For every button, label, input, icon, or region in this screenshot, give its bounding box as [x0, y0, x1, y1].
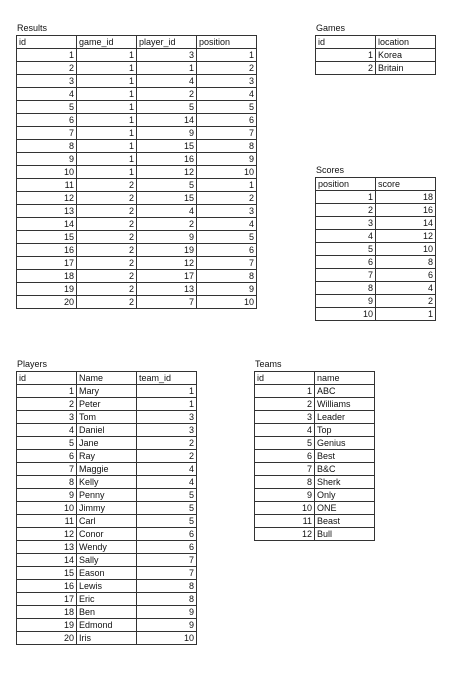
- results-cell: 5: [137, 179, 197, 192]
- teams-cell: 1: [255, 385, 315, 398]
- results-cell: 8: [197, 140, 257, 153]
- results-cell: 2: [197, 62, 257, 75]
- players-title: Players: [17, 359, 48, 369]
- results-cell: 4: [197, 88, 257, 101]
- results-cell: 15: [137, 140, 197, 153]
- results-cell: 2: [77, 257, 137, 270]
- players-cell: Iris: [77, 632, 137, 645]
- scores-cell: 6: [376, 269, 436, 282]
- players-cell: 8: [137, 580, 197, 593]
- players-cell: 2: [17, 398, 77, 411]
- table-row: [17, 502, 197, 515]
- table-row: [17, 62, 257, 75]
- teams-cell: Best: [315, 450, 375, 463]
- players-cell: 3: [137, 424, 197, 437]
- results-cell: 3: [17, 75, 77, 88]
- scores-cell: 2: [316, 204, 376, 217]
- table-row: [255, 385, 375, 398]
- results-cell: 4: [137, 205, 197, 218]
- scores-cell: 12: [376, 230, 436, 243]
- teams-cell: Only: [315, 489, 375, 502]
- scores-cell: 7: [316, 269, 376, 282]
- players-cell: 11: [17, 515, 77, 528]
- table-row: [17, 270, 257, 283]
- table-row: [255, 528, 375, 541]
- results-cell: 6: [197, 244, 257, 257]
- scores-column-header: position: [316, 178, 376, 191]
- results-cell: 14: [17, 218, 77, 231]
- teams-cell: 3: [255, 411, 315, 424]
- table-row: [17, 619, 197, 632]
- results-cell: 13: [137, 283, 197, 296]
- results-cell: 15: [137, 192, 197, 205]
- players-cell: Carl: [77, 515, 137, 528]
- players-cell: 4: [137, 476, 197, 489]
- results-cell: 9: [197, 153, 257, 166]
- players-cell: 6: [137, 528, 197, 541]
- scores-cell: 6: [316, 256, 376, 269]
- results-cell: 9: [137, 231, 197, 244]
- players-cell: 8: [137, 593, 197, 606]
- results-cell: 12: [137, 166, 197, 179]
- teams-column-header: name: [315, 372, 375, 385]
- teams-cell: ABC: [315, 385, 375, 398]
- scores-cell: 9: [316, 295, 376, 308]
- table-row: [17, 411, 197, 424]
- results-cell: 10: [197, 166, 257, 179]
- scores-column-header: score: [376, 178, 436, 191]
- players-cell: 7: [137, 567, 197, 580]
- players-cell: Maggie: [77, 463, 137, 476]
- results-cell: 1: [197, 49, 257, 62]
- results-cell: 10: [197, 296, 257, 309]
- players-cell: Penny: [77, 489, 137, 502]
- results-cell: 2: [137, 88, 197, 101]
- players-cell: 1: [17, 385, 77, 398]
- results-cell: 1: [77, 114, 137, 127]
- teams-cell: 12: [255, 528, 315, 541]
- table-row: [316, 217, 436, 230]
- table-row: [17, 489, 197, 502]
- players-cell: 1: [137, 385, 197, 398]
- players-cell: Peter: [77, 398, 137, 411]
- results-cell: 1: [77, 49, 137, 62]
- teams-cell: 7: [255, 463, 315, 476]
- players-cell: 9: [17, 489, 77, 502]
- players-cell: Eason: [77, 567, 137, 580]
- players-cell: 9: [137, 606, 197, 619]
- games-cell: Britain: [376, 62, 436, 75]
- players-cell: Eric: [77, 593, 137, 606]
- table-row: [17, 166, 257, 179]
- table-row: [17, 567, 197, 580]
- results-cell: 4: [197, 218, 257, 231]
- players-cell: Wendy: [77, 541, 137, 554]
- table-row: [255, 463, 375, 476]
- table-row: [17, 140, 257, 153]
- players-cell: 5: [137, 489, 197, 502]
- table-row: [17, 101, 257, 114]
- table-row: [255, 437, 375, 450]
- scores-cell: 16: [376, 204, 436, 217]
- players-cell: 14: [17, 554, 77, 567]
- teams-cell: Sherk: [315, 476, 375, 489]
- results-cell: 8: [17, 140, 77, 153]
- scores-cell: 1: [376, 308, 436, 321]
- results-header-row: [17, 36, 257, 49]
- results-cell: 1: [77, 75, 137, 88]
- results-cell: 1: [17, 49, 77, 62]
- teams-block: [254, 359, 375, 541]
- results-cell: 1: [137, 62, 197, 75]
- players-cell: 6: [17, 450, 77, 463]
- table-row: [17, 450, 197, 463]
- teams-cell: Beast: [315, 515, 375, 528]
- table-row: [17, 88, 257, 101]
- results-column-header: position: [197, 36, 257, 49]
- players-header-row: [17, 372, 197, 385]
- table-row: [255, 398, 375, 411]
- table-row: [316, 308, 436, 321]
- results-cell: 5: [17, 101, 77, 114]
- teams-cell: 11: [255, 515, 315, 528]
- table-row: [17, 283, 257, 296]
- players-column-header: Name: [77, 372, 137, 385]
- table-row: [17, 127, 257, 140]
- results-cell: 2: [197, 192, 257, 205]
- teams-column-header: id: [255, 372, 315, 385]
- players-cell: 17: [17, 593, 77, 606]
- results-cell: 7: [17, 127, 77, 140]
- teams-header-row: [255, 372, 375, 385]
- players-block: [16, 359, 197, 645]
- results-cell: 9: [17, 153, 77, 166]
- players-cell: 18: [17, 606, 77, 619]
- teams-cell: 2: [255, 398, 315, 411]
- players-cell: Mary: [77, 385, 137, 398]
- results-table: [16, 35, 257, 309]
- table-row: [17, 296, 257, 309]
- results-cell: 12: [17, 192, 77, 205]
- teams-cell: ONE: [315, 502, 375, 515]
- results-cell: 2: [77, 179, 137, 192]
- results-cell: 14: [137, 114, 197, 127]
- teams-cell: B&C: [315, 463, 375, 476]
- players-cell: Edmond: [77, 619, 137, 632]
- players-cell: Conor: [77, 528, 137, 541]
- scores-cell: 4: [376, 282, 436, 295]
- scores-block: [315, 165, 436, 321]
- table-row: [17, 606, 197, 619]
- table-row: [17, 463, 197, 476]
- results-column-header: id: [17, 36, 77, 49]
- results-cell: 6: [197, 114, 257, 127]
- games-title: Games: [316, 23, 346, 33]
- teams-cell: 4: [255, 424, 315, 437]
- scores-cell: 4: [316, 230, 376, 243]
- table-row: [316, 295, 436, 308]
- scores-cell: 2: [376, 295, 436, 308]
- players-column-header: team_id: [137, 372, 197, 385]
- results-cell: 13: [17, 205, 77, 218]
- games-cell: Korea: [376, 49, 436, 62]
- players-cell: 1: [137, 398, 197, 411]
- players-cell: 5: [137, 502, 197, 515]
- teams-table: [254, 371, 375, 541]
- players-cell: Jimmy: [77, 502, 137, 515]
- players-cell: Tom: [77, 411, 137, 424]
- players-cell: 9: [137, 619, 197, 632]
- teams-cell: Williams: [315, 398, 375, 411]
- results-cell: 2: [77, 192, 137, 205]
- table-row: [17, 385, 197, 398]
- players-cell: 20: [17, 632, 77, 645]
- players-cell: Ray: [77, 450, 137, 463]
- results-cell: 2: [17, 62, 77, 75]
- table-row: [255, 502, 375, 515]
- results-cell: 2: [77, 283, 137, 296]
- table-row: [17, 476, 197, 489]
- results-cell: 2: [77, 218, 137, 231]
- table-row: [255, 489, 375, 502]
- table-row: [316, 282, 436, 295]
- results-cell: 4: [17, 88, 77, 101]
- teams-title: Teams: [255, 359, 282, 369]
- players-cell: 16: [17, 580, 77, 593]
- teams-cell: 10: [255, 502, 315, 515]
- results-cell: 19: [137, 244, 197, 257]
- table-row: [316, 49, 436, 62]
- results-cell: 7: [137, 296, 197, 309]
- table-row: [316, 230, 436, 243]
- table-row: [17, 398, 197, 411]
- players-cell: 8: [17, 476, 77, 489]
- players-cell: 2: [137, 437, 197, 450]
- results-cell: 1: [197, 179, 257, 192]
- table-row: [17, 424, 197, 437]
- players-cell: 5: [137, 515, 197, 528]
- results-cell: 1: [77, 127, 137, 140]
- table-row: [17, 257, 257, 270]
- players-cell: 3: [137, 411, 197, 424]
- table-row: [255, 476, 375, 489]
- scores-cell: 3: [316, 217, 376, 230]
- games-cell: 2: [316, 62, 376, 75]
- results-cell: 3: [197, 75, 257, 88]
- table-row: [316, 256, 436, 269]
- scores-cell: 10: [376, 243, 436, 256]
- table-row: [316, 191, 436, 204]
- players-cell: 5: [17, 437, 77, 450]
- results-cell: 12: [137, 257, 197, 270]
- teams-cell: 5: [255, 437, 315, 450]
- players-cell: 7: [17, 463, 77, 476]
- results-cell: 20: [17, 296, 77, 309]
- table-row: [17, 192, 257, 205]
- results-cell: 1: [77, 153, 137, 166]
- results-cell: 4: [137, 75, 197, 88]
- results-cell: 2: [77, 270, 137, 283]
- table-row: [17, 593, 197, 606]
- results-cell: 18: [17, 270, 77, 283]
- teams-cell: Leader: [315, 411, 375, 424]
- table-row: [17, 541, 197, 554]
- table-row: [316, 204, 436, 217]
- table-row: [316, 243, 436, 256]
- teams-cell: 6: [255, 450, 315, 463]
- results-cell: 1: [77, 140, 137, 153]
- scores-cell: 5: [316, 243, 376, 256]
- table-row: [17, 153, 257, 166]
- table-row: [17, 515, 197, 528]
- scores-cell: 10: [316, 308, 376, 321]
- results-cell: 19: [17, 283, 77, 296]
- scores-table: [315, 177, 436, 321]
- games-column-header: id: [316, 36, 376, 49]
- games-column-header: location: [376, 36, 436, 49]
- scores-cell: 8: [376, 256, 436, 269]
- results-cell: 2: [137, 218, 197, 231]
- table-row: [255, 424, 375, 437]
- players-cell: 4: [137, 463, 197, 476]
- results-cell: 11: [17, 179, 77, 192]
- table-row: [17, 632, 197, 645]
- results-cell: 3: [197, 205, 257, 218]
- results-cell: 3: [137, 49, 197, 62]
- results-title: Results: [17, 23, 48, 33]
- games-block: [315, 23, 436, 75]
- results-cell: 7: [197, 127, 257, 140]
- table-row: [255, 411, 375, 424]
- table-row: [316, 269, 436, 282]
- results-cell: 9: [137, 127, 197, 140]
- results-cell: 1: [77, 166, 137, 179]
- players-cell: 3: [17, 411, 77, 424]
- results-cell: 1: [77, 101, 137, 114]
- scores-cell: 1: [316, 191, 376, 204]
- results-cell: 2: [77, 205, 137, 218]
- results-block: [16, 23, 257, 309]
- table-row: [316, 62, 436, 75]
- players-cell: 10: [137, 632, 197, 645]
- table-row: [17, 554, 197, 567]
- players-cell: 10: [17, 502, 77, 515]
- scores-cell: 14: [376, 217, 436, 230]
- scores-cell: 8: [316, 282, 376, 295]
- results-column-header: player_id: [137, 36, 197, 49]
- results-cell: 7: [197, 257, 257, 270]
- results-cell: 16: [17, 244, 77, 257]
- results-cell: 1: [77, 88, 137, 101]
- results-cell: 1: [77, 62, 137, 75]
- players-cell: 6: [137, 541, 197, 554]
- results-cell: 8: [197, 270, 257, 283]
- results-cell: 2: [77, 231, 137, 244]
- games-table: [315, 35, 436, 75]
- players-table: [16, 371, 197, 645]
- results-cell: 17: [137, 270, 197, 283]
- scores-cell: 18: [376, 191, 436, 204]
- results-cell: 10: [17, 166, 77, 179]
- results-column-header: game_id: [77, 36, 137, 49]
- players-cell: 13: [17, 541, 77, 554]
- teams-cell: 8: [255, 476, 315, 489]
- table-row: [17, 49, 257, 62]
- scores-header-row: [316, 178, 436, 191]
- players-cell: Lewis: [77, 580, 137, 593]
- players-cell: 12: [17, 528, 77, 541]
- players-column-header: id: [17, 372, 77, 385]
- table-row: [255, 450, 375, 463]
- games-cell: 1: [316, 49, 376, 62]
- players-cell: 7: [137, 554, 197, 567]
- table-row: [17, 528, 197, 541]
- table-row: [17, 218, 257, 231]
- results-cell: 5: [137, 101, 197, 114]
- teams-cell: Bull: [315, 528, 375, 541]
- teams-cell: Genius: [315, 437, 375, 450]
- results-cell: 17: [17, 257, 77, 270]
- table-row: [17, 205, 257, 218]
- players-cell: Daniel: [77, 424, 137, 437]
- table-row: [17, 231, 257, 244]
- scores-title: Scores: [316, 165, 345, 175]
- players-cell: Jane: [77, 437, 137, 450]
- results-cell: 5: [197, 231, 257, 244]
- results-cell: 6: [17, 114, 77, 127]
- players-cell: 2: [137, 450, 197, 463]
- results-cell: 5: [197, 101, 257, 114]
- results-cell: 9: [197, 283, 257, 296]
- table-row: [17, 75, 257, 88]
- players-cell: Ben: [77, 606, 137, 619]
- players-cell: 15: [17, 567, 77, 580]
- results-cell: 2: [77, 244, 137, 257]
- table-row: [17, 244, 257, 257]
- results-cell: 16: [137, 153, 197, 166]
- results-cell: 15: [17, 231, 77, 244]
- games-header-row: [316, 36, 436, 49]
- players-cell: Sally: [77, 554, 137, 567]
- players-cell: 19: [17, 619, 77, 632]
- table-row: [17, 114, 257, 127]
- players-cell: 4: [17, 424, 77, 437]
- teams-cell: Top: [315, 424, 375, 437]
- table-row: [255, 515, 375, 528]
- teams-cell: 9: [255, 489, 315, 502]
- table-row: [17, 580, 197, 593]
- players-cell: Kelly: [77, 476, 137, 489]
- table-row: [17, 437, 197, 450]
- results-cell: 2: [77, 296, 137, 309]
- table-row: [17, 179, 257, 192]
